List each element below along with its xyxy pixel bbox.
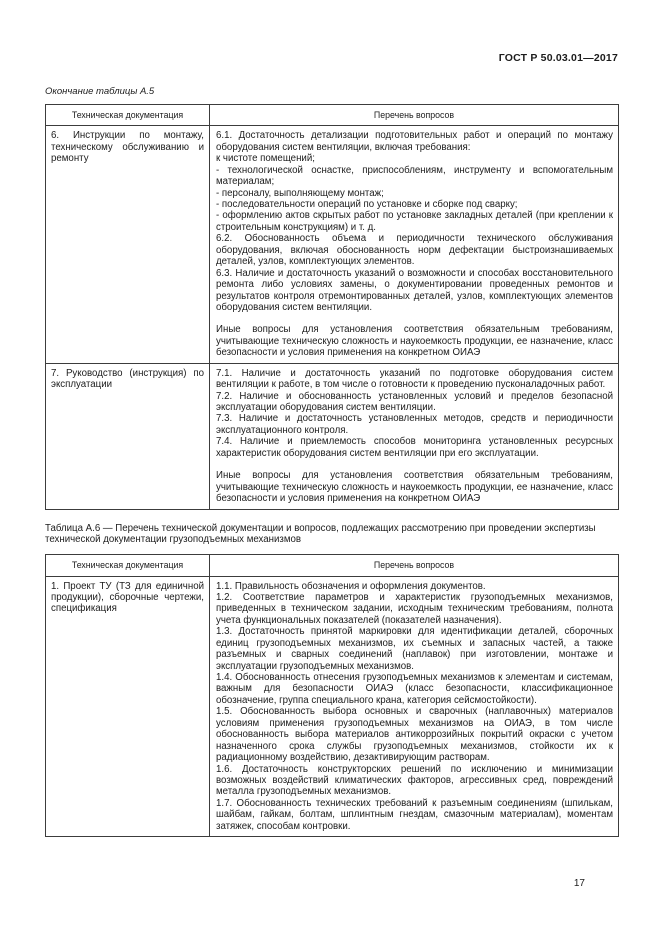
table-continuation-caption: Окончание таблицы А.5 <box>45 86 155 97</box>
question-paragraph: 7.1. Наличие и достаточность указаний по подготовке оборудования систем вентиляции к работе, в том числе о готовности к проведению пусконаладочных работ. <box>216 367 613 391</box>
questions-cell <box>210 126 619 363</box>
question-paragraph: - персоналу, выполняющему монтаж; <box>216 187 384 199</box>
paragraph-gap <box>216 459 613 470</box>
question-paragraph: 1.7. Обоснованность технических требований к разъемным соединениям (шпилькам, шайбам, гайкам, болтам, шплинтным гнездам, смазочным материалам), моментам затяжек, способам контровки. <box>216 797 613 832</box>
question-paragraph: - технологической оснастке, приспособлениям, инструменту и вспомогательным материалам; <box>216 164 613 188</box>
page-number: 17 <box>573 878 585 889</box>
questions-cell <box>210 576 619 837</box>
question-paragraph: 7.3. Наличие и достаточность установленных методов, средств и периодичности эксплуатационного контроля. <box>216 413 613 436</box>
question-paragraph: 1.1. Правильность обозначения и оформления документов. <box>216 580 486 592</box>
question-paragraph: 7.4. Наличие и приемлемость способов мониторинга установленных ресурсных характеристик оборудования систем вентиляции при его эксплуатации. <box>216 436 613 459</box>
column-header-questions: Перечень вопросов <box>210 555 619 576</box>
table-a5 <box>45 104 619 510</box>
table-a6 <box>45 554 619 837</box>
question-paragraph: 6.2. Обоснованность объема и периодичности технического обслуживания оборудования, включая обоснованность норм дефектации быстроизнашиваемых деталей, узлов, комплектующих элементов. <box>216 233 613 268</box>
question-paragraph: 1.3. Достаточность принятой маркировки для идентификации деталей, сборочных единиц грузоподъемных механизмов, их съемных и запасных частей, а также разъемных и сварных соединений (наплавок) при изготовлении, монтаже и эксплуатации грузоподъемных механизмов. <box>216 626 613 672</box>
table-row <box>46 363 619 509</box>
question-paragraph: 7.2. Наличие и обоснованность установленных условий и пределов безопасной эксплуатации оборудования систем вентиляции. <box>216 390 613 413</box>
question-paragraph: 1.5. Обоснованность выбора основных и сварочных (наплавочных) материалов условиям применения грузоподъемных механизмов на ОИАЭ, в том числе обоснованность выбора материалов антикоррозийных покрытий окраски с учетом назначенного срока службы грузоподъемных механизмов, стойкости их к радиационному воздействию, дезактивирующим растворам. <box>216 706 613 764</box>
question-paragraph: 6.1. Достаточность детализации подготовительных работ и операций по монтажу оборудования систем вентиляции, включая требования: <box>216 130 613 153</box>
question-paragraph: к чистоте помещений; <box>216 153 315 165</box>
column-header-questions: Перечень вопросов <box>210 105 619 126</box>
question-paragraph: Иные вопросы для установления соответствия обязательным требованиям, учитывающие техническую сложность и наукоемкость продукции, ее назначение, класс безопасности и условия применения на конкретном ОИАЭ <box>216 324 613 359</box>
column-header-doc: Техническая документация <box>46 555 210 576</box>
table-row <box>46 576 619 837</box>
question-paragraph: 6.3. Наличие и достаточность указаний о возможности и способах восстановительного ремонта либо условиях замены, о документировании проведенных ремонтов и результатов контроля отремонтированных деталей, узлов, комплектующих элементов оборудования систем вентиляции. <box>216 267 613 313</box>
question-paragraph: 1.2. Соответствие параметров и характеристик грузоподъемных механизмов, приведенных в техническом задании, исходным техническим требованиям, полнота учета функциональных показателей (показателей назначения). <box>216 591 613 626</box>
question-paragraph: 1.6. Достаточность конструкторских решений по исключению и минимизации возможных воздействий климатических факторов, агрессивных сред, повреждений металла грузоподъемных механизмов. <box>216 763 613 798</box>
doc-cell: 7. Руководство (инструкция) по эксплуатации <box>46 363 210 509</box>
paragraph-gap <box>216 313 613 324</box>
table-row <box>46 126 619 363</box>
questions-cell <box>210 363 619 509</box>
table-header-row <box>46 555 619 576</box>
question-paragraph: - оформлению актов скрытых работ по установке закладных деталей (при креплении к строительным конструкциям) и т. д. <box>216 210 613 233</box>
column-header-doc: Техническая документация <box>46 105 210 126</box>
table-a6-caption: Таблица А.6 — Перечень технической документации и вопросов, подлежащих рассмотрению при проведении экспертизы технической документации грузоподъемных механизмов <box>45 522 596 546</box>
doc-cell: 1. Проект ТУ (ТЗ для единичной продукции), сборочные чертежи, спецификация <box>46 576 210 837</box>
question-paragraph: Иные вопросы для установления соответствия обязательным требованиям, учитывающие техническую сложность и наукоемкость продукции, ее назначение, класс безопасности и условия применения на конкретном ОИАЭ <box>216 470 613 505</box>
doc-cell: 6. Инструкции по монтажу, техническому обслуживанию и ремонту <box>46 126 210 363</box>
question-paragraph: - последовательности операций по установке и сборке под сварку; <box>216 199 518 210</box>
document-header: ГОСТ Р 50.03.01—2017 <box>498 52 618 64</box>
question-paragraph: 1.4. Обоснованность отнесения грузоподъемных механизмов к элементам и системам, важным для безопасности ОИАЭ (класс безопасности, классификационное обозначение, группа специального крана, категория сейсмостойкости). <box>216 672 613 706</box>
table-header-row <box>46 105 619 126</box>
